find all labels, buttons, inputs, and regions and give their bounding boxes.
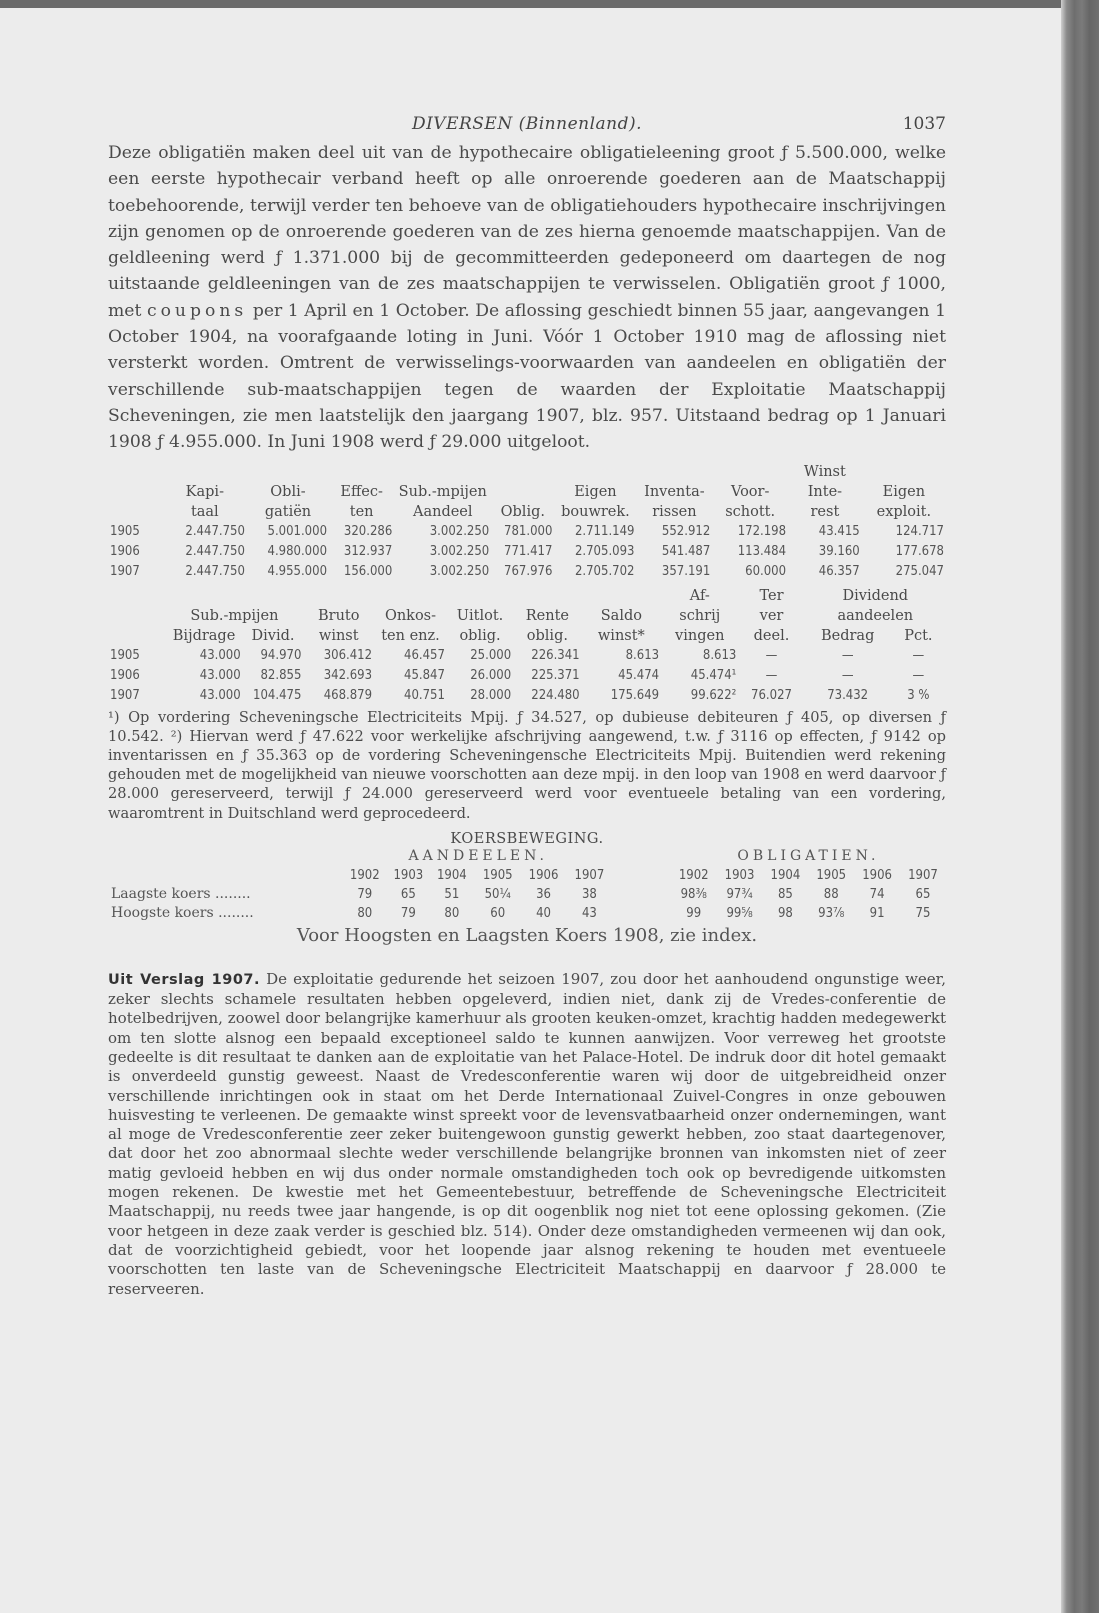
year-header: 1904	[770, 867, 801, 883]
header-cell	[303, 586, 374, 606]
koers-year-header	[108, 866, 946, 885]
profit-header-row-0	[108, 586, 946, 606]
header-cell: Oblig.	[500, 503, 545, 520]
koers-group-header	[108, 847, 946, 866]
table-cell: 3.002.250	[429, 563, 490, 579]
profit-header-row-1	[108, 606, 946, 626]
table-cell: 65	[915, 886, 931, 902]
header-cell: Sub.-mpijen	[398, 483, 487, 500]
header-cell	[108, 462, 163, 482]
table-cell: 320.286	[343, 523, 393, 539]
table-cell: 4.980.000	[267, 543, 328, 559]
header-cell: Onkos-	[384, 607, 437, 624]
table-cell: 2.711.149	[574, 523, 635, 539]
table-cell: 99.622²	[690, 687, 737, 703]
header-cell	[491, 482, 554, 502]
spacer-cell	[613, 904, 670, 923]
year-header: 1907	[908, 867, 938, 883]
year-cell: 1906	[110, 667, 140, 683]
table-cell: 3.002.250	[429, 543, 490, 559]
header-cell: Inte-	[807, 483, 843, 500]
table-cell: 79	[400, 905, 416, 921]
header-cell: Eigen	[574, 483, 617, 500]
table-cell: 767.976	[504, 563, 553, 579]
aandeelen-label: AANDEELEN.	[408, 847, 548, 864]
header-cell	[329, 462, 394, 482]
table-cell: 5.001.000	[267, 523, 328, 539]
table-cell: 342.693	[323, 667, 373, 683]
page-number: 1037	[902, 114, 946, 134]
header-cell: schrij	[679, 607, 721, 624]
book-spine-edge	[1061, 0, 1099, 1613]
header-cell: Saldo	[600, 607, 642, 624]
header-cell: gatiën	[264, 503, 312, 520]
year-header: 1906	[528, 867, 559, 883]
table-cell: 88	[823, 886, 839, 902]
table-cell: 4.955.000	[267, 563, 328, 579]
table-row	[108, 666, 946, 686]
header-cell	[554, 462, 636, 482]
header-cell: ten enz.	[381, 627, 440, 644]
table-cell: 93⅞	[818, 905, 845, 921]
table-cell: 39.160	[818, 543, 860, 559]
table-cell: 177.678	[895, 543, 944, 559]
spacer-cell	[613, 885, 670, 904]
header-cell	[491, 462, 554, 482]
header-cell: oblig.	[459, 627, 501, 644]
table-cell: 40.751	[404, 687, 445, 703]
table-row	[108, 522, 946, 542]
row-label: Hoogste koers ........	[111, 904, 254, 921]
header-cell: Dividend	[842, 587, 909, 604]
header-cell: Pct.	[904, 627, 933, 644]
koers-note: Voor Hoogsten en Laagsten Koers 1908, zie index.	[296, 924, 758, 946]
header-cell: winst	[318, 627, 359, 644]
table-cell: 2.447.750	[185, 543, 245, 559]
dash-cell: —	[912, 647, 925, 663]
year-header: 1903	[393, 867, 424, 883]
header-cell: Inventa-	[644, 483, 705, 500]
table-cell: 75	[915, 905, 931, 921]
table-cell: 357.191	[661, 563, 711, 579]
header-cell: Voor-	[730, 483, 770, 500]
header-cell	[108, 586, 165, 606]
table-cell: 104.475	[253, 687, 302, 703]
year-header: 1902	[678, 867, 709, 883]
balance-header-row-1	[108, 482, 946, 502]
table-cell: 91	[869, 905, 885, 921]
table-cell: 224.480	[531, 687, 580, 703]
header-cell: Ter	[759, 587, 784, 604]
profit-header-row-2	[108, 626, 946, 646]
table-cell: 226.341	[531, 647, 580, 663]
balance-header-row-2	[108, 502, 946, 522]
table-cell: 76.027	[751, 687, 792, 703]
dash-cell: —	[765, 667, 778, 683]
verslag-label: Uit Verslag 1907.	[108, 971, 261, 988]
year-header: 1904	[436, 867, 467, 883]
table-cell: 94.970	[260, 647, 302, 663]
balance-header-row-0	[108, 462, 946, 482]
header-cell: rissen	[652, 503, 697, 520]
header-cell	[243, 586, 304, 606]
table-cell: 51	[444, 886, 460, 902]
year-cell: 1907	[110, 687, 140, 703]
header-cell: Rente	[525, 607, 569, 624]
year-cell: 1907	[110, 563, 140, 579]
year-header: 1902	[349, 867, 380, 883]
table-cell: 40	[536, 905, 551, 921]
header-cell	[163, 462, 247, 482]
table-cell: 65	[400, 886, 416, 902]
year-cell: 1905	[110, 647, 140, 663]
table-cell: 541.487	[661, 543, 711, 559]
table-cell: 46.457	[404, 647, 445, 663]
header-cell: ten	[349, 503, 374, 520]
table-cell: 2.447.750	[185, 563, 245, 579]
koersbeweging-title: KOERSBEWEGING.	[450, 830, 604, 847]
table-cell: 98	[777, 905, 793, 921]
header-cell: exploit.	[876, 503, 932, 520]
intro-text-part2: per 1 April en 1 October. De aflossing geschiedt binnen 55 jaar, aangevangen 1 October 1904, na voorafgaande loting in Juni. Vóór 1 October 1910 mag de aflossing niet versterkt worden. Omtrent de verwisselings-voorwaarden van aandeelen en obligatiën der verschillende sub-maatschappijen tegen de waarden der Exploitatie Maatschappij Scheveningen, zie men laatstelijk den jaargang 1907, blz. 957. Uitstaand bedrag op 1 Januari 1908 ƒ 4.955.000. In Juni 1908 werd ƒ 29.000 uitgeloot.	[108, 300, 947, 453]
table-row	[108, 904, 946, 923]
header-cell: Winst	[803, 463, 846, 480]
table-cell: 38	[581, 886, 597, 902]
table-cell: 175.649	[610, 687, 660, 703]
table-cell: 28.000	[470, 687, 512, 703]
table-cell: 43.000	[199, 667, 241, 683]
table-cell: 771.417	[504, 543, 553, 559]
year-cell: 1906	[110, 543, 140, 559]
table-cell: 468.879	[323, 687, 373, 703]
table-cell: 79	[357, 886, 373, 902]
table-cell: 43.415	[818, 523, 860, 539]
intro-paragraph	[108, 140, 946, 456]
dash-cell: —	[841, 647, 854, 663]
header-cell	[247, 462, 329, 482]
table-cell: 2.705.702	[574, 563, 635, 579]
year-header: 1906	[862, 867, 892, 883]
table-cell: 82.855	[260, 667, 302, 683]
table-cell: 2.447.750	[185, 523, 245, 539]
table-cell: 45.474¹	[690, 667, 737, 683]
header-cell	[636, 462, 712, 482]
table-cell: 2.705.093	[574, 543, 635, 559]
spacer-cell	[613, 847, 670, 866]
table-cell: 306.412	[323, 647, 373, 663]
footnotes: ¹) Op vordering Scheveningsche Electriciteits Mpij. ƒ 34.527, op dubieuse debiteuren ƒ 405, op diversen ƒ 10.542. ²) Hiervan werd ƒ 47.622 voor werkelijke afschrijving aangewend, t.w. ƒ 3116 op effecten, ƒ 9142 op inventarissen en ƒ 35.363 op de vordering Scheveningensche Electriciteits Mpij. Buitendien werd rekening gehouden met de mogelijkheid van nieuwe voorschotten aan deze mpij. in den loop van 1908 en werd daarvoor ƒ 28.000 gereserveerd, terwijl ƒ 24.000 gereserveerd werd voor eventueele betaling van een vordering, waaromtrent in Duitschland werd geprocedeerd.	[108, 708, 946, 822]
header-cell: schott.	[725, 503, 776, 520]
header-cell: Eigen	[882, 483, 926, 500]
scan-top-edge	[0, 0, 1099, 8]
table-cell: 60.000	[745, 563, 787, 579]
header-cell	[862, 462, 946, 482]
dash-cell: —	[841, 667, 854, 683]
row-label: Laagste koers ........	[111, 885, 251, 902]
intro-text-part1: Deze obligatiën maken deel uit van de hypothecaire obligatieleening groot ƒ 5.500.000, welke een eerste hypothecair verband heeft op alle onroerende goederen aan de Maatschappij toebehoorende, terwijl verder ten behoeve van de obligatiehouders hypothecaire inschrijvingen zijn genomen op de onroerende goederen van de zes hierna genoemde maatschappijen. Van de geldleening werd ƒ 1.371.000 bij de gecommitteerden gedeponeerd om daartegen de nog uitstaande geldleeningen van de zes maatschappijen te verwisselen. Obligatiën groot ƒ 1000, met	[108, 143, 946, 321]
header-cell: Bruto	[317, 607, 360, 624]
table-cell: 43.000	[199, 687, 241, 703]
empty-cell	[108, 866, 343, 885]
verslag-text: De exploitatie gedurende het seizoen 1907, zou door het aanhoudend ongunstige weer, zeker slechts schamele resultaten hebben opgeleverd, indien niet, dank zij de Vredes-conferentie de hotelbedrijven, zoowel door belangrijke kamerhuur als grooten keuken-omzet, krachtig hadden medegewerkt om ten slotte alsnog een bepaald exceptioneel saldo te kunnen aanwijzen. Voor verreweg het grootste gedeelte is dit resultaat te danken aan de exploitatie van het Palace-Hotel. De indruk door dit hotel gemaakt is onverdeeld gunstig geweest. Naast de Vredesconferentie waren wij door de uitgebreidheid onzer verschillende inrichtingen ook in staat om het Derde Internationaal Zuivel-Congres in onze gebouwen huisvesting te verleenen. De gemaakte winst spreekt voor de levensvatbaarheid onzer ondernemingen, want al moge de Vredesconferentie zeer zeker buitengewoon gunstig gewerkt hebben, zoo staat daartegenover, dat door het zoo abnormaal slechte weder verschillende belangrijke bronnen van inkomsten niet of zeer matig gevloeid hebben en wij dus onder normale omstandigheden toch ook op bevredigende uitkomsten mogen rekenen. De kwestie met het Gemeentebestuur, betreffende de Scheveningsche Electriciteit Maatschappij, nu reeds twee jaar hangende, is op dit oogenblik nog niet tot eene oplossing gekomen. (Zie voor hetgeen in deze zaak verder is geschied blz. 514). Onder deze omstandigheden vermeenen wij dan ook, dat de voorzichtigheid gebiedt, voor het loopende jaar alsnog rekening te houden met eventueele voorschotten ten laste van de Scheveningsche Electriciteit Maatschappij en daarvoor ƒ 28.000 te reserveeren.	[108, 969, 946, 1298]
year-header: 1905	[482, 867, 513, 883]
header-cell: ver	[759, 607, 784, 624]
year-header: 1905	[816, 867, 847, 883]
header-cell: Obli-	[270, 483, 306, 500]
table-cell: 36	[536, 886, 551, 902]
table-row	[108, 562, 946, 582]
header-cell: Sub.-mpijen	[190, 607, 279, 624]
profit-table	[108, 586, 946, 706]
table-row	[108, 885, 946, 904]
table-cell: 80	[444, 905, 460, 921]
table-cell: 97¾	[726, 886, 753, 902]
header-cell: rest	[810, 503, 840, 520]
header-cell: Kapi-	[185, 483, 224, 500]
table-cell: 781.000	[504, 523, 553, 539]
table-cell: 50¼	[484, 886, 511, 902]
table-cell: 552.912	[661, 523, 711, 539]
table-cell: 172.198	[737, 523, 787, 539]
koersbeweging-table	[108, 847, 946, 923]
balance-table	[108, 462, 946, 582]
header-cell	[165, 586, 242, 606]
page-content	[108, 108, 946, 1314]
table-cell: 45.474	[618, 667, 660, 683]
table-cell: 25.000	[470, 647, 512, 663]
table-cell: 26.000	[470, 667, 512, 683]
dash-cell: —	[912, 667, 925, 683]
header-cell	[108, 502, 163, 522]
table-cell: 156.000	[343, 563, 393, 579]
table-cell: 45.847	[404, 667, 445, 683]
table-cell: 3 %	[907, 687, 930, 703]
table-cell: 99	[686, 905, 702, 921]
year-header: 1903	[724, 867, 755, 883]
dash-cell: —	[765, 647, 778, 663]
running-title: DIVERSEN (Binnenland).	[411, 114, 643, 134]
table-row	[108, 686, 946, 706]
intro-spaced-word: coupons	[146, 300, 248, 321]
header-cell	[394, 462, 491, 482]
year-cell: 1905	[110, 523, 140, 539]
year-header: 1907	[574, 867, 605, 883]
obligatien-label: OBLIGATIEN.	[737, 847, 880, 864]
table-cell: 8.613	[625, 647, 660, 663]
header-cell: Af-	[689, 587, 710, 604]
table-cell: 99⅝	[726, 905, 753, 921]
table-cell: 43	[581, 905, 597, 921]
table-cell: 275.047	[895, 563, 944, 579]
table-cell: 85	[777, 886, 793, 902]
table-cell: 225.371	[531, 667, 580, 683]
table-cell: 43.000	[199, 647, 241, 663]
header-cell	[108, 626, 165, 646]
header-cell	[108, 606, 165, 626]
header-cell: deel.	[753, 627, 790, 644]
header-cell: Bijdrage	[172, 627, 236, 644]
table-row	[108, 542, 946, 562]
header-cell: winst*	[597, 627, 645, 644]
header-cell: Effec-	[340, 483, 383, 500]
header-cell: taal	[190, 503, 219, 520]
header-cell: Uitlot.	[456, 607, 504, 624]
table-cell: 113.484	[737, 543, 787, 559]
table-cell: 60	[490, 905, 506, 921]
header-cell: bouwrek.	[561, 503, 630, 520]
header-cell: Aandeel	[412, 503, 473, 520]
spacer-cell	[613, 866, 670, 885]
verslag-paragraph	[108, 970, 946, 1299]
table-cell: 98⅜	[680, 886, 707, 902]
table-cell: 8.613	[702, 647, 737, 663]
table-cell: 46.357	[818, 563, 860, 579]
header-cell	[582, 586, 661, 606]
header-cell	[447, 586, 513, 606]
header-cell	[374, 586, 447, 606]
table-row	[108, 646, 946, 666]
running-head	[108, 108, 946, 140]
header-cell	[108, 482, 163, 502]
table-cell: 3.002.250	[429, 523, 490, 539]
header-cell	[712, 462, 788, 482]
table-cell: 312.937	[343, 543, 393, 559]
table-cell: 73.432	[827, 687, 869, 703]
table-cell: 74	[869, 886, 885, 902]
header-cell: oblig.	[526, 627, 568, 644]
header-cell: vingen	[675, 627, 725, 644]
header-cell: Bedrag	[820, 627, 875, 644]
table-cell: 124.717	[895, 523, 944, 539]
header-cell: Divid.	[251, 627, 295, 644]
header-cell	[513, 586, 581, 606]
table-cell: 80	[357, 905, 373, 921]
empty-cell	[108, 847, 343, 866]
header-cell: aandeelen	[837, 607, 914, 624]
document-page	[0, 8, 1061, 1613]
